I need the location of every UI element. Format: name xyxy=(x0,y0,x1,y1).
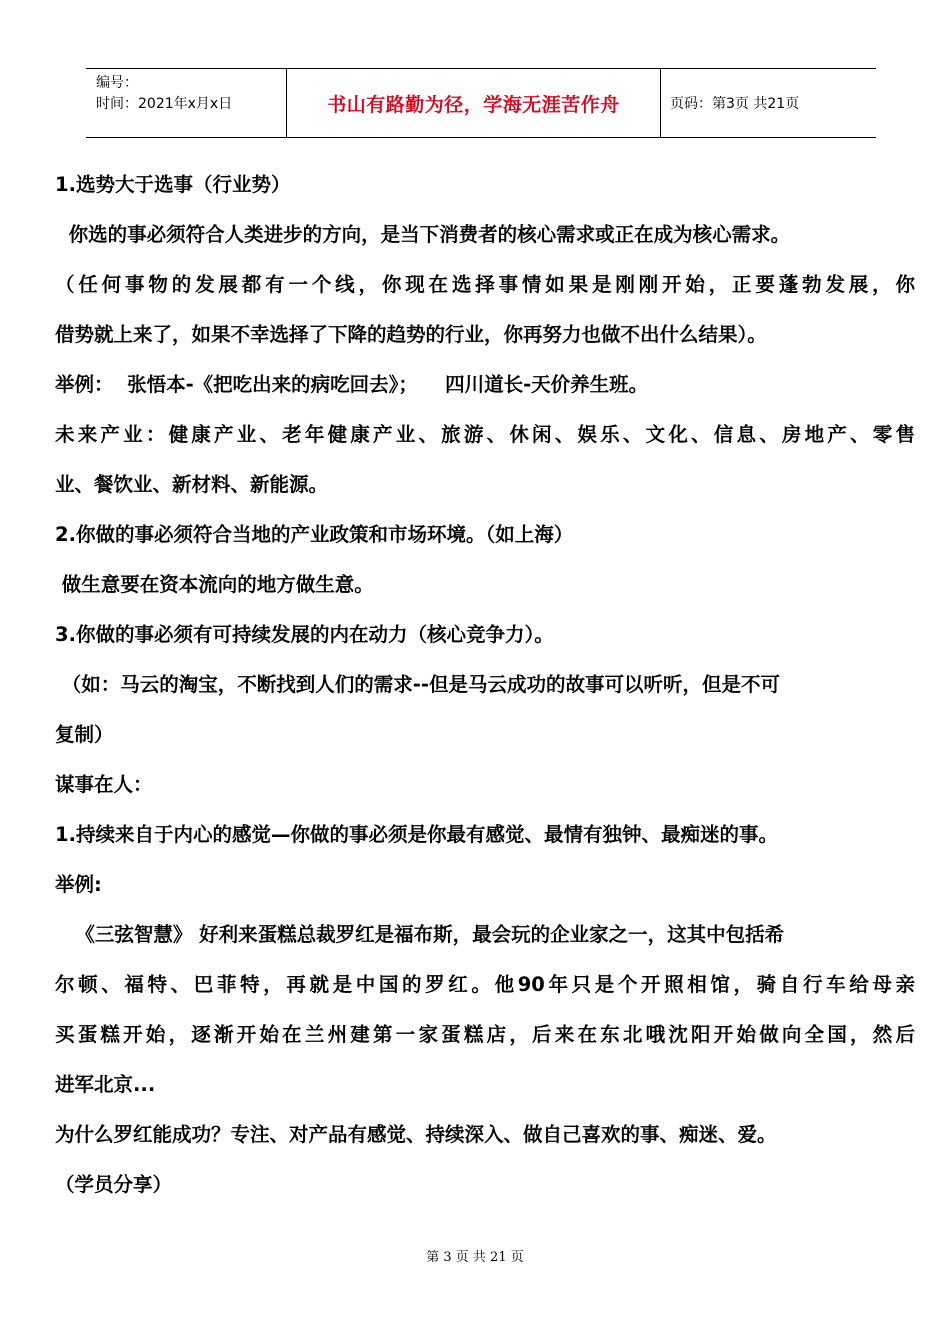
body-line: 业、餐饮业、新材料、新能源。 xyxy=(55,473,329,496)
body-line: 谋事在人： xyxy=(55,773,153,796)
body-line: 买蛋糕开始，逐渐开始在兰州建第一家蛋糕店，后来在东北哦沈阳开始做向全国，然后 xyxy=(55,1023,915,1046)
body-line: 你选的事必须符合人类进步的方向，是当下消费者的核心需求或正在成为核心需求。 xyxy=(55,223,791,246)
header-meta xyxy=(96,73,232,115)
body-line: 为什么罗红能成功？专注、对产品有感觉、持续深入、做自己喜欢的事、痴迷、爱。 xyxy=(55,1123,777,1146)
header-motto: 书山有路勤为径，学海无涯苦作舟 xyxy=(327,93,620,116)
body-line: 1.选势大于选事（行业势） xyxy=(55,173,291,196)
body-line: （如：马云的淘宝，不断找到人们的需求--但是马云成功的故事可以听听，但是不可 xyxy=(55,673,780,696)
document-body xyxy=(55,160,915,1210)
document-header-table xyxy=(86,68,876,138)
body-line: 举例： 张悟本-《把吃出来的病吃回去》； 四川道长-天价养生班。 xyxy=(55,373,649,396)
body-line: （任何事物的发展都有一个线，你现在选择事情如果是刚刚开始，正要蓬勃发展，你 xyxy=(55,273,915,296)
date-label: 时间：2021年x月x日 xyxy=(96,96,233,112)
page-footer: 第 3 页 共 21 页 xyxy=(426,1250,524,1265)
body-line: 尔顿、福特、巴菲特，再就是中国的罗红。他90年只是个开照相馆，骑自行车给母亲 xyxy=(55,973,915,996)
body-line: 借势就上来了，如果不幸选择了下降的趋势的行业，你再努力也做不出什么结果）。 xyxy=(55,323,767,346)
body-line: 复制） xyxy=(55,723,114,746)
body-line: 进军北京... xyxy=(55,1073,156,1096)
body-line: 做生意要在资本流向的地方做生意。 xyxy=(55,573,374,596)
body-line: 3.你做的事必须有可持续发展的内在动力（核心竞争力）。 xyxy=(55,623,554,646)
body-line: 《三弦智慧》 好利来蛋糕总裁罗红是福布斯，最会玩的企业家之一，这其中包括希 xyxy=(55,923,785,946)
body-line: 1.持续来自于内心的感觉—你做的事必须是你最有感觉、最情有独钟、最痴迷的事。 xyxy=(55,823,778,846)
body-line: 2.你做的事必须符合当地的产业政策和市场环境。（如上海） xyxy=(55,523,574,546)
body-line: （学员分享） xyxy=(55,1173,173,1196)
header-divider xyxy=(660,69,661,137)
body-line: 举例: xyxy=(55,873,102,896)
body-line: 未来产业：健康产业、老年健康产业、旅游、休闲、娱乐、文化、信息、房地产、零售 xyxy=(55,423,915,446)
header-page-info: 页码：第3页 共21页 xyxy=(670,96,800,112)
serial-number-label: 编号： xyxy=(96,75,138,91)
